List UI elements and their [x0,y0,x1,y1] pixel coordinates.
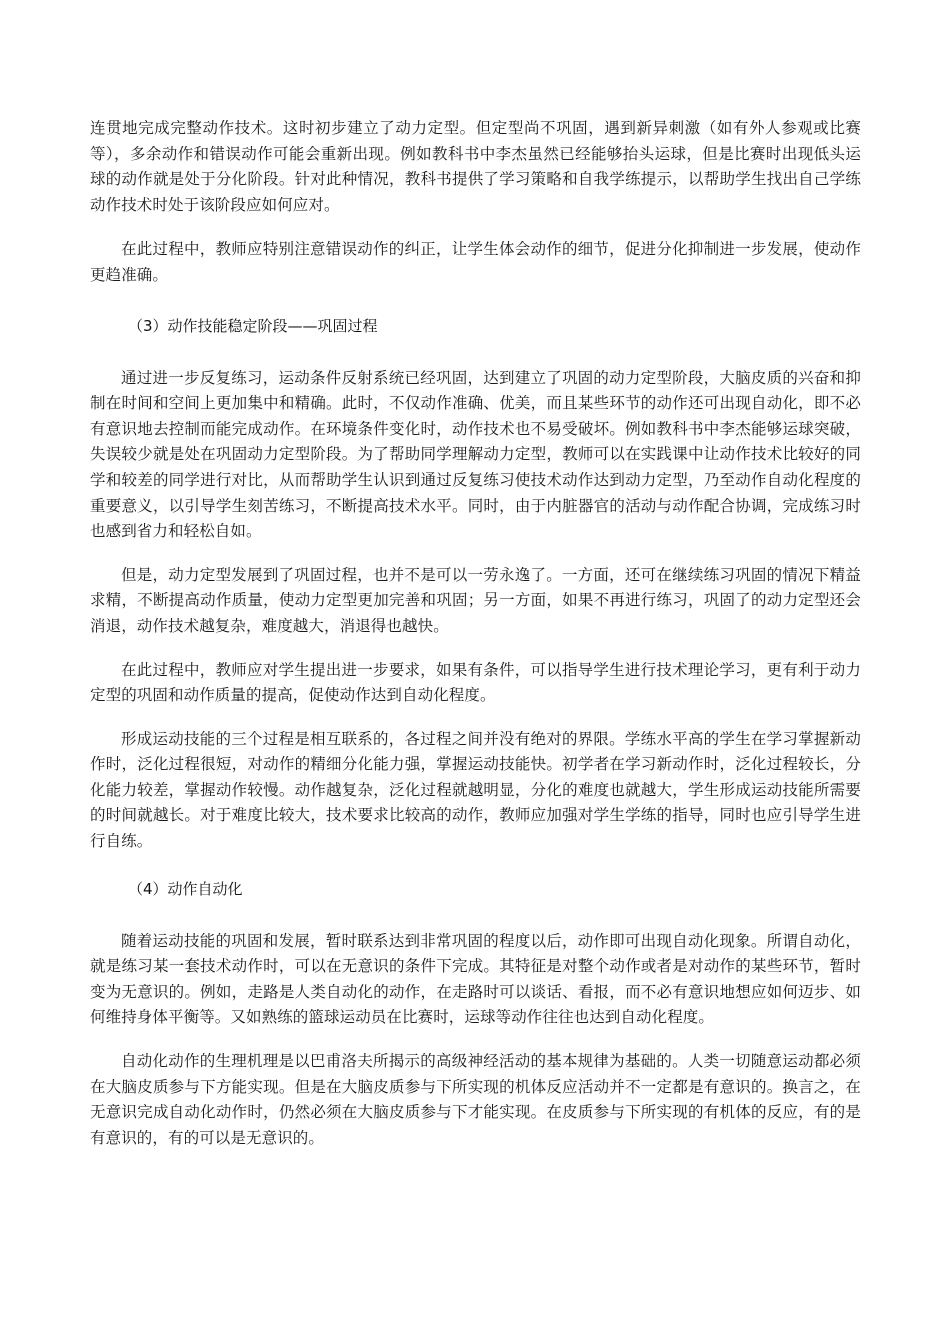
section-heading-automation: （4）动作自动化 [128,879,243,898]
paragraph-three-processes: 形成运动技能的三个过程是相互联系的，各过程之间并没有绝对的界限。学练水平高的学生在学习掌握新动作时，泛化过程很短，对动作的精细分化能力强，掌握运动技能快。初学者在学习新动作时，泛化过程较长，分化能力较差，掌握动作较慢。动作越复杂，泛化过程就越明显，分化的难度也就越大，学生形成运动技能所需要的时间就越长。对于难度比较大，技术要求比较高的动作，教师应加强对学生学练的指导，同时也应引导学生进行自练。 [90,729,861,851]
section-heading-stable-stage: （3）动作技能稳定阶段——巩固过程 [128,316,378,335]
paragraph-automation-mechanism: 自动化动作的生理机理是以巴甫洛夫所揭示的高级神经活动的基本规律为基础的。人类一切随意运动都必须在大脑皮质参与下方能实现。但是在大脑皮质参与下所实现的机体反应活动并不一定都是有意识的。换言之，在无意识完成自动化动作时，仍然必须在大脑皮质参与下才能实现。在皮质参与下所实现的有机体的反应，有的是有意识的，有的可以是无意识的。 [90,1052,861,1147]
paragraph-dynamic-stereotype: 但是，动力定型发展到了巩固过程，也并不是可以一劳永逸了。一方面，还可在继续练习巩固的情况下精益求精，不断提高动作质量，使动力定型更加完善和巩固；另一方面，如果不再进行练习，巩固了的动力定型还会消退，动作技术越复杂，难度越大，消退得也越快。 [90,565,861,635]
paragraph-teacher-correction: 在此过程中，教师应特别注意错误动作的纠正，让学生体会动作的细节，促进分化抑制进一步发展，使动作更趋准确。 [90,240,861,284]
document-page [90,116,861,1151]
paragraph-continuation: 连贯地完成完整动作技术。这时初步建立了动力定型。但定型尚不巩固，遇到新异刺激（如有外人参观或比赛等），多余动作和错误动作可能会重新出现。例如教科书中李杰虽然已经能够抬头运球，但是比赛时出现低头运球的动作就是处于分化阶段。针对此种情况，教科书提供了学习策略和自我学练提示，以帮助学生找出自己学练动作技术时处于该阶段应如何应对。 [90,119,861,214]
paragraph-consolidation: 通过进一步反复练习，运动条件反射系统已经巩固，达到建立了巩固的动力定型阶段，大脑皮质的兴奋和抑制在时间和空间上更加集中和精确。此时，不仅动作准确、优美，而且某些环节的动作还可出现自动化，即不必有意识地去控制而能完成动作。在环境条件变化时，动作技术也不易受破坏。例如教科书中李杰能够运球突破，失误较少就是处在巩固动力定型阶段。为了帮助同学理解动力定型，教师可以在实践课中让动作技术比较好的同学和较差的同学进行对比，从而帮助学生认识到通过反复练习使技术动作达到动力定型，乃至动作自动化程度的重要意义，以引导学生刻苦练习，不断提高技术水平。同时，由于内脏器官的活动与动作配合协调，完成练习时也感到省力和轻松自如。 [90,368,861,541]
paragraph-automation-definition: 随着运动技能的巩固和发展，暂时联系达到非常巩固的程度以后，动作即可出现自动化现象。所谓自动化，就是练习某一套技术动作时，可以在无意识的条件下完成。其特征是对整个动作或者是对动作的某些环节，暂时变为无意识的。例如，走路是人类自动化的动作，在走路时可以谈话、看报，而不必有意识地想应如何迈步、如何维持身体平衡等。又如熟练的篮球运动员在比赛时，运球等动作往往也达到自动化程度。 [90,931,861,1027]
paragraph-teacher-requirements: 在此过程中，教师应对学生提出进一步要求，如果有条件，可以指导学生进行技术理论学习，更有利于动力定型的巩固和动作质量的提高，促使动作达到自动化程度。 [90,660,861,705]
